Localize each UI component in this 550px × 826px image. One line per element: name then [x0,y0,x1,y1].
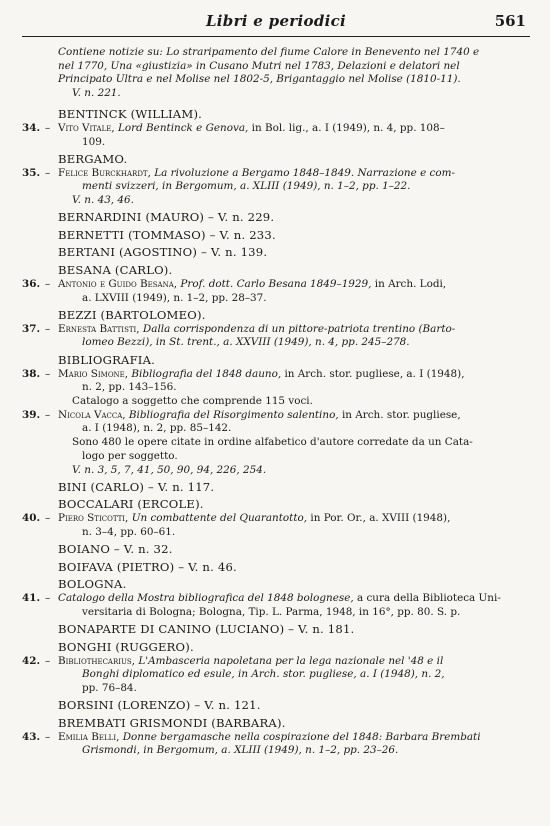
page-header [22,10,530,37]
entry-number: 36. [22,277,41,290]
subject-heading: BEZZI (BARTOLOMEO). [58,307,206,322]
entry-number: 39. [22,408,41,421]
entry-number: 38. [22,367,41,380]
entry-number: 43. [22,730,41,743]
entry-note: logo per soggetto. [82,449,178,462]
entry-author: Nicola Vacca, [58,408,126,421]
entry-note: V. n. 43, 46. [72,194,134,207]
entry-title: Donne bergamasche nella cospirazione del 1848: Barbara Brembati [122,730,481,743]
entry-author: Mario Simone, [58,367,129,380]
entry-title: Dalla corrispondenza di un pittore-patriota trentino (Barto- [142,322,456,335]
entry-author: Antonio e Guido Besana, [58,277,178,290]
subject-heading: BONAPARTE DI CANINO (LUCIANO) – V. n. 181. [58,622,355,637]
bibliography-entry: 41. – Catalogo della Mostra bibliografica del 1848 bolognese, a cura della Biblioteca Uni- versitaria di Bologna; Bologna, Tip. L. Parma, 1948, in 16°, pp. 80. S. p. [22,592,532,619]
subject-heading: BONGHI (RUGGERO). [58,639,194,654]
bibliography-entry: 42. – Bibliothecarius, L'Ambasceria napoletana per la lega nazionale nel '48 e il Bonghi diplomatico ed esule, in Arch. stor. pugliese, a. I (1948), n. 2, pp. 76–84. [22,655,532,696]
intro-line: Contiene notizie su: Lo straripamento del fiume Calore in Benevento nel 1740 e [58,46,480,58]
subject-heading: BOCCALARI (ERCOLE). [58,497,204,512]
bibliography-entry: 40. – Piero Sticotti, Un combattente del Quarantotto, in Por. Or., a. XVIII (1948), n. 3–4, pp. 60–61. [22,512,532,539]
entry-number: 40. [22,512,41,525]
subject-heading: BERNETTI (TOMMASO) – V. n. 233. [58,227,276,242]
subject-heading: BERTANI (AGOSTINO) – V. n. 139. [58,245,268,260]
subject-heading: BORSINI (LORENZO) – V. n. 121. [58,698,261,713]
entry-title: Catalogo della Mostra bibliografica del 1848 bolognese, [58,592,354,605]
entry-author: Vito Vitale, [58,121,115,134]
entry-line: a. I (1948), n. 2, pp. 85–142. [82,422,232,435]
entry-title: L'Ambasceria napoletana per la lega nazionale nel '48 e il [138,654,444,667]
entry-author: Bibliothecarius, [58,654,136,667]
bibliography-entry: 36. – Antonio e Guido Besana, Prof. dott. Carlo Besana 1849–1929, in Arch. Lodi, a. LXVIII (1949), n. 1–2, pp. 28–37. [22,278,532,305]
entry-line: 109. [82,135,106,148]
subject-heading: BERNARDINI (MAURO) – V. n. 229. [58,210,275,225]
bibliography-entry: 38. – Mario Simone, Bibliografia del 1848 dauno, in Arch. stor. pugliese, a. I (1948), n. 2, pp. 143–156. Catalogo a soggetto che comprende 115 voci. [22,368,532,409]
entry-author: Ernesta Battisti, [58,322,140,335]
entry-note: Sono 480 le opere citate in ordine alfabetico d'autore corredate da un Cata- [72,436,473,449]
entry-source: in Arch. stor. pugliese, a. I (1948), [284,367,465,380]
page-content [22,46,532,758]
entry-source: in Arch. Lodi, [374,277,447,290]
subject-heading: BOIFAVA (PIETRO) – V. n. 46. [58,559,237,574]
entry-line: a. LXVIII (1949), n. 1–2, pp. 28–37. [82,291,267,304]
intro-line: nel 1770, Una «giustizia» in Cusano Mutri nel 1783, Delazioni e delatori nel [58,59,460,72]
entry-number: 37. [22,322,41,335]
subject-heading: BOIANO – V. n. 32. [58,542,173,557]
entry-title: Bibliografia del Risorgimento salentino, [128,408,339,421]
entry-author: Emilia Belli, [58,730,120,743]
entry-source: a cura della Biblioteca Uni- [356,592,501,605]
intro-line: Principato Ultra e nel Molise nel 1802-5, Brigantaggio nel Molise (1810-11). [58,73,461,86]
entry-source: in Bol. lig., a. I (1949), n. 4, pp. 108– [251,121,445,134]
subject-heading: BINI (CARLO) – V. n. 117. [58,479,215,494]
entry-line: n. 3–4, pp. 60–61. [82,525,176,538]
entry-title: La rivoluzione a Bergamo 1848–1849. Narrazione e com- [154,166,455,179]
entry-author: Piero Sticotti, [58,512,129,525]
entry-line: pp. 76–84. [82,681,137,694]
intro-block [22,46,532,101]
subject-heading: BERGAMO. [58,151,128,166]
entry-number: 42. [22,654,41,667]
entry-line: Bonghi diplomatico ed esule, in Arch. stor. pugliese, a. I (1948), n. 2, [82,668,445,681]
entry-note: Catalogo a soggetto che comprende 115 voci. [72,395,313,408]
entry-number: 41. [22,592,41,605]
entry-number: 35. [22,166,41,179]
intro-line: V. n. 221. [72,87,121,100]
subject-heading: BOLOGNA. [58,577,127,592]
entry-line: menti svizzeri, in Bergomum, a. XLIII (1949), n. 1–2, pp. 1–22. [82,180,411,193]
entry-line: lomeo Bezzi), in St. trent., a. XXVIII (1949), n. 4, pp. 245–278. [82,336,410,349]
subject-heading: BENTINCK (WILLIAM). [58,106,203,121]
subject-heading: BESANA (CARLO). [58,262,173,277]
subject-heading: BIBLIOGRAFIA. [58,352,156,367]
page-number: 561 [494,12,526,30]
entry-source: in Arch. stor. pugliese, [341,408,461,421]
entry-line: n. 2, pp. 143–156. [82,381,177,394]
bibliography-entry: 39. – Nicola Vacca, Bibliografia del Risorgimento salentino, in Arch. stor. pugliese, a. I (1948), n. 2, pp. 85–142. Sono 480 le opere citate in ordine alfabetico d'autore corredate da un Cata- logo per soggetto. V. n. 3, 5, 7, 41, 50, 90, 94, 226, 254. [22,409,532,478]
bibliography-entry: 37. – Ernesta Battisti, Dalla corrispondenza di un pittore-patriota trentino (Barto- lomeo Bezzi), in St. trent., a. XXVIII (1949), n. 4, pp. 245–278. [22,323,532,350]
entry-title: Prof. dott. Carlo Besana 1849–1929, [180,277,372,290]
entry-note: V. n. 3, 5, 7, 41, 50, 90, 94, 226, 254. [72,463,267,476]
entry-title: Un combattente del Quarantotto, [131,512,308,525]
bibliography-entry: 35. – Felice Burckhardt, La rivoluzione a Bergamo 1848–1849. Narrazione e com- menti svizzeri, in Bergomum, a. XLIII (1949), n. 1–2, pp. 1–22. V. n. 43, 46. [22,167,532,208]
entry-title: Lord Bentinck e Genova, [117,121,249,134]
running-title: Libri e periodici [205,12,347,30]
entry-author: Felice Burckhardt, [58,166,151,179]
entry-number: 34. [22,121,41,134]
bibliography-entry: 34. – Vito Vitale, Lord Bentinck e Genova, in Bol. lig., a. I (1949), n. 4, pp. 108– 109. [22,122,532,149]
bibliography-entry: 43. – Emilia Belli, Donne bergamasche nella cospirazione del 1848: Barbara Brembati Grismondi, in Bergomum, a. XLIII (1949), n. 1–2, pp. 23–26. [22,731,532,758]
entry-title: Bibliografia del 1848 dauno, [131,367,282,380]
entry-line: versitaria di Bologna; Bologna, Tip. L. Parma, 1948, in 16°, pp. 80. S. p. [82,605,461,618]
subject-heading: BREMBATI GRISMONDI (BARBARA). [58,715,286,730]
entry-line: Grismondi, in Bergomum, a. XLIII (1949), n. 1–2, pp. 23–26. [82,744,399,757]
entry-source: in Por. Or., a. XVIII (1948), [310,512,451,525]
